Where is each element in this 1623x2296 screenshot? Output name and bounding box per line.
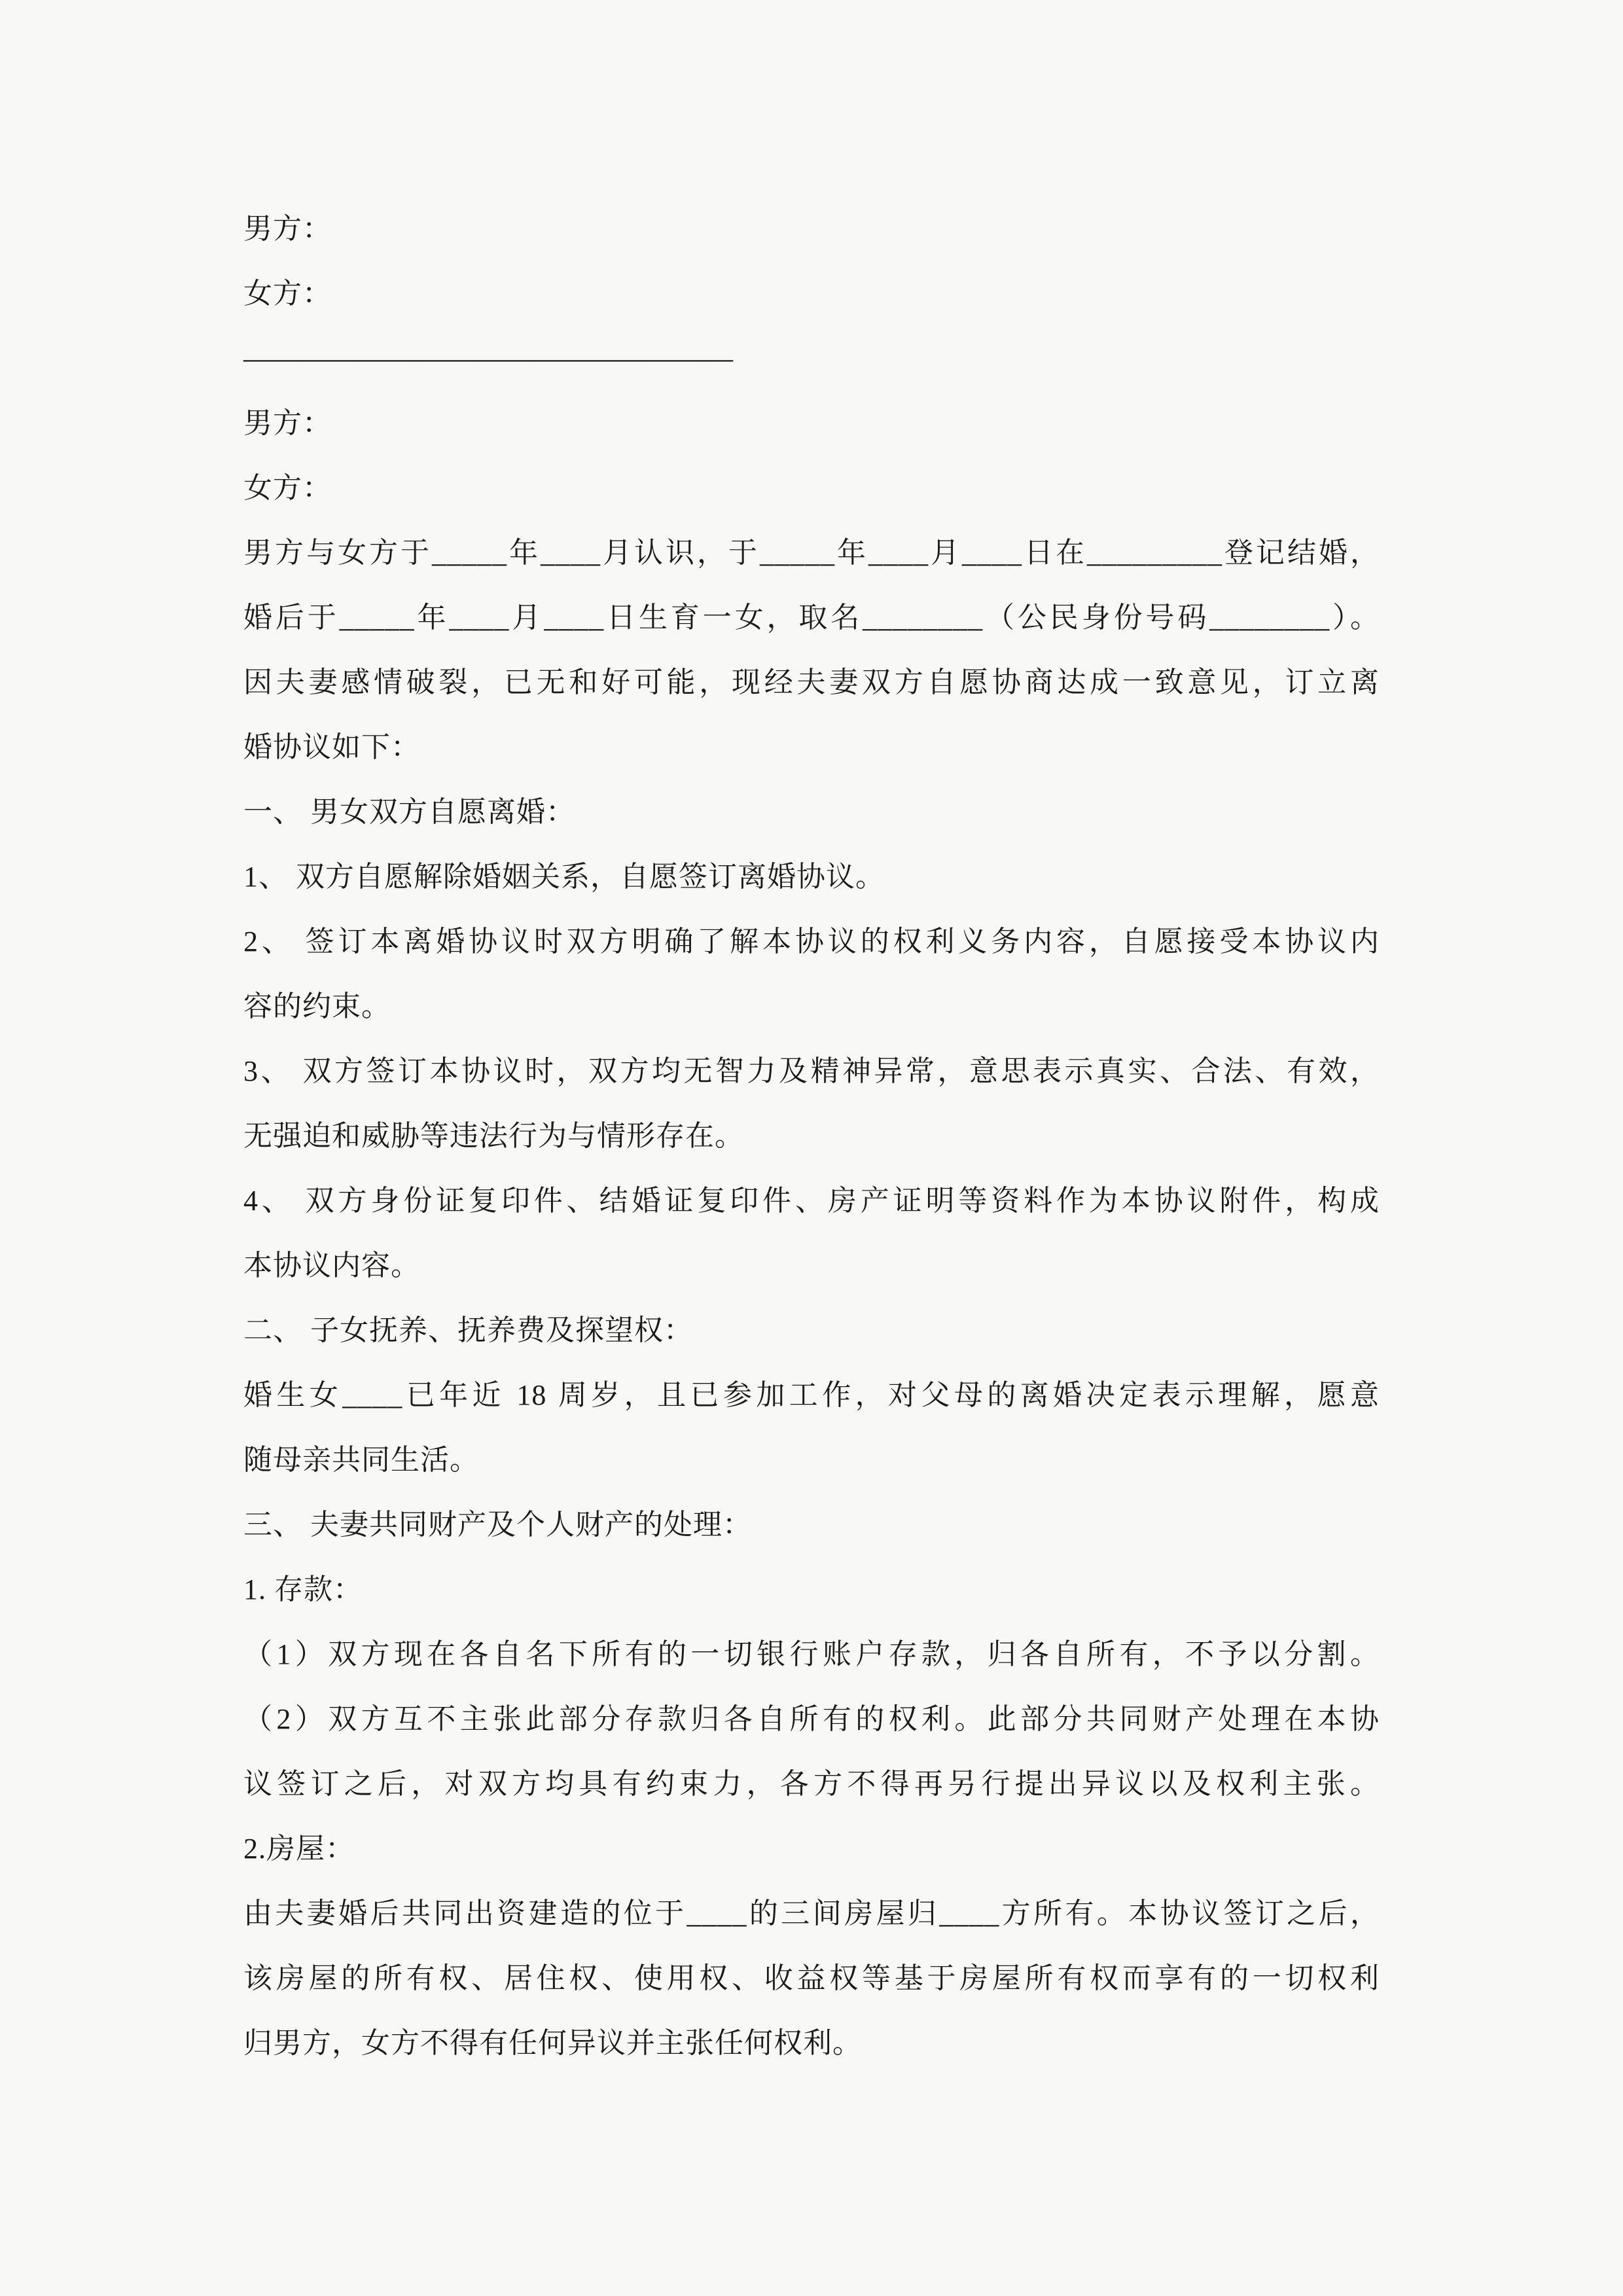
section-3-heading: 三、 夫妻共同财产及个人财产的处理： <box>243 1509 752 1541</box>
clause-3-1-item-2-line-2: 议签订之后，对双方均具有约束力，各方不得再另行提出异议以及权利主张。 <box>243 1768 1380 1800</box>
clause-1-1: 1、 双方自愿解除婚姻关系，自愿签订离婚协议。 <box>243 861 885 893</box>
clause-1-3-line-2: 无强迫和威胁等违法行为与情形存在。 <box>243 1120 744 1152</box>
clause-1-2-line-2: 容的约束。 <box>243 990 391 1022</box>
wife-label: 女方： <box>243 472 332 504</box>
clause-3-1-heading: 1. 存款： <box>243 1573 363 1605</box>
clause-1-4-line-1: 4、 双方身份证复印件、结婚证复印件、房产证明等资料作为本协议附件，构成 <box>243 1185 1380 1217</box>
clause-3-2-body-line-2: 该房屋的所有权、居住权、使用权、收益权等基于房屋所有权而享有的一切权利 <box>243 1962 1380 1994</box>
wife-label: 女方： <box>243 278 332 310</box>
clause-1-4-line-2: 本协议内容。 <box>243 1249 420 1282</box>
clause-3-1-item-2-line-1: （2）双方互不主张此部分存款归各自所有的权利。此部分共同财产处理在本协 <box>243 1703 1380 1735</box>
clause-1-2-line-1: 2、 签订本离婚协议时双方明确了解本协议的权利义务内容，自愿接受本协议内 <box>243 925 1380 958</box>
clause-3-2-body-line-1: 由夫妻婚后共同出资建造的位于____的三间房屋归____方所有。本协议签订之后， <box>243 1897 1380 1929</box>
husband-label: 男方： <box>243 407 332 439</box>
section-2-heading: 二、 子女抚养、抚养费及探望权： <box>243 1314 693 1346</box>
husband-label: 男方： <box>243 213 332 245</box>
dash-divider: ————————————————— <box>243 342 733 374</box>
section-2-body-line-1: 婚生女____已年近 18 周岁，且已参加工作，对父母的离婚决定表示理解，愿意 <box>243 1379 1380 1411</box>
clause-1-3-line-1: 3、 双方签订本协议时，双方均无智力及精神异常，意思表示真实、合法、有效， <box>243 1055 1380 1087</box>
marriage-facts-line-4: 婚协议如下： <box>243 731 420 763</box>
section-2-body-line-2: 随母亲共同生活。 <box>243 1444 479 1476</box>
clause-3-2-heading: 2.房屋： <box>243 1833 355 1865</box>
marriage-facts-line-3: 因夫妻感情破裂，已无和好可能，现经夫妻双方自愿协商达成一致意见，订立离 <box>243 666 1380 698</box>
clause-3-2-body-line-3: 归男方，女方不得有任何异议并主张任何权利。 <box>243 2027 862 2059</box>
clause-3-1-item-1: （1）双方现在各自名下所有的一切银行账户存款，归各自所有，不予以分割。 <box>243 1638 1380 1670</box>
marriage-facts-line-2: 婚后于_____年____月____日生育一女，取名________（公民身份号码________）。 <box>243 601 1380 634</box>
marriage-facts-line-1: 男方与女方于_____年____月认识，于_____年____月____日在_________登记结婚， <box>243 537 1380 569</box>
section-1-heading: 一、 男女双方自愿离婚： <box>243 796 575 828</box>
